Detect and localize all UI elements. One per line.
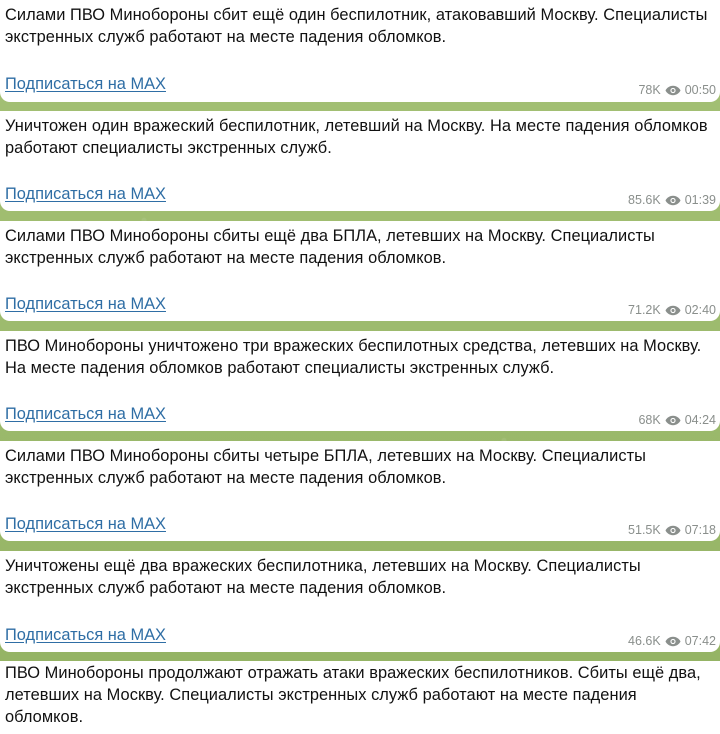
message-text: Силами ПВО Минобороны сбиты ещё два БПЛА, летевших на Москву. Специалисты экстренных служб работают на месте падения обломков. (5, 227, 655, 267)
subscribe-max-link[interactable]: Подписаться на MAX (5, 405, 166, 423)
view-count: 68K (638, 413, 661, 427)
message-text: Силами ПВО Минобороны сбит ещё один беспилотник, атаковавший Москву. Специалисты экстренных служб работают на месте падения обломков. (5, 6, 708, 46)
message-text: Уничтожен один вражеский беспилотник, летевший на Москву. На месте падения обломков работают специалисты экстренных служб. (5, 117, 708, 157)
message-meta (628, 302, 716, 318)
subscribe-max-link[interactable]: Подписаться на MAX (5, 515, 166, 533)
eye-icon (665, 415, 681, 426)
subscribe-max-link[interactable]: Подписаться на MAX (5, 295, 166, 313)
message-meta (628, 633, 716, 649)
message-bubble (0, 441, 720, 541)
subscribe-max-link[interactable]: Подписаться на MAX (5, 185, 166, 203)
eye-icon (665, 85, 681, 96)
timestamp: 04:24 (684, 413, 716, 427)
message-meta (638, 412, 716, 428)
timestamp: 00:50 (684, 83, 716, 97)
message-bubble (0, 661, 720, 734)
timestamp: 01:39 (684, 193, 716, 207)
message-bubble (0, 221, 720, 321)
message-text: ПВО Минобороны продолжают отражать атаки вражеских беспилотников. Сбиты ещё два, летевших на Москву. Специалисты экстренных служб работают на месте падения обломков. (5, 664, 701, 726)
eye-icon (665, 305, 681, 316)
eye-icon (665, 525, 681, 536)
message-bubble (0, 111, 720, 211)
timestamp: 02:40 (684, 303, 716, 317)
eye-icon (665, 636, 681, 647)
message-text: ПВО Минобороны уничтожено три вражеских беспилотных средства, летевших на Москву. На месте падения обломков работают специалисты экстренных служб. (5, 337, 702, 377)
timestamp: 07:42 (684, 634, 716, 648)
view-count: 51.5K (628, 523, 661, 537)
message-text: Уничтожены ещё два вражеских беспилотника, летевших на Москву. Специалисты экстренных служб работают на месте падения обломков. (5, 557, 641, 597)
view-count: 85.6K (628, 193, 661, 207)
subscribe-max-link[interactable]: Подписаться на MAX (5, 75, 166, 93)
message-text: Силами ПВО Минобороны сбиты четыре БПЛА, летевших на Москву. Специалисты экстренных служб работают на месте падения обломков. (5, 447, 646, 487)
message-bubble (0, 551, 720, 652)
view-count: 46.6K (628, 634, 661, 648)
message-bubble (0, 0, 720, 102)
view-count: 78K (638, 83, 661, 97)
subscribe-max-link[interactable]: Подписаться на MAX (5, 626, 166, 644)
message-bubble (0, 331, 720, 431)
timestamp: 07:18 (684, 523, 716, 537)
message-meta (628, 522, 716, 538)
message-meta (628, 192, 716, 208)
view-count: 71.2K (628, 303, 661, 317)
eye-icon (665, 195, 681, 206)
message-meta (638, 82, 716, 98)
